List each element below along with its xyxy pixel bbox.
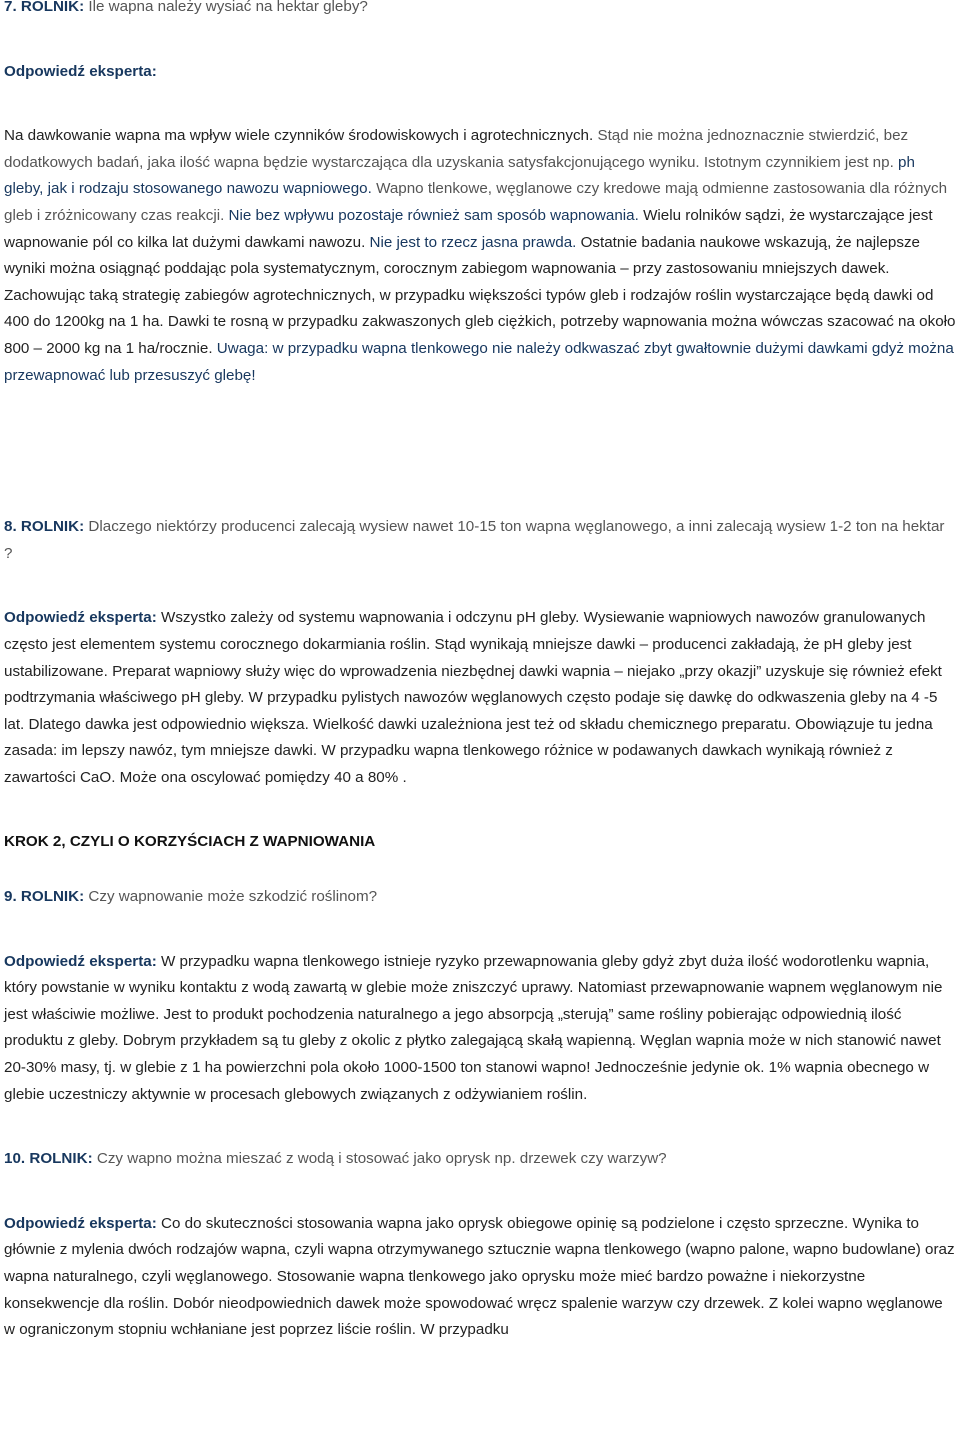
question-number: 8. [4, 518, 17, 536]
answer-sentence: Jest to produkt pochodzenia naturalnego a jego absorpcją „sterują” same rośliny pobierając odpowiednią ilość produktu z gleby. [4, 1005, 902, 1050]
answer-sentence: Wielkość dawki uzależniona jest też od składu chemicznego preparatu. [313, 715, 791, 733]
answer-sentence: Dobrym przykładem są tu gleby z okolic z płytko zalegającą skałą wapienną. [122, 1032, 637, 1050]
answer-sentence: Istotnym czynnikiem jest np. [703, 153, 894, 171]
answer-sentence: Wysiewanie wapniowych nawozów granulowanych często jest elementem systemu corocznego dokarmiania roślin. [4, 609, 926, 653]
expert-label: Odpowiedź eksperta: [4, 1214, 157, 1232]
answer-sentence: Stąd wynikają mniejsze dawki – producenci zakładają, że pH gleby jest ustabilizowane. [4, 635, 912, 680]
answer-sentence: Natomiast przewapnowanie wapnem węglanowym nie jest właściwie możliwe. [4, 979, 943, 1023]
answer-sentence: Dawki te rosną w przypadku zakwaszonych gleb ciężkich, potrzeby wapnowania można wówczas szacować na około 800 – 2000 kg na 1 ha/rocznie. [4, 313, 956, 357]
answer-sentence: W przypadku wapna tlenkowego istnieje ryzyko przewapnowania gleby gdyż zbyt duża ilość wodorotlenku wapnia, który powstanie w wyniku kontaktu z wodą zawartą w glebie może zniszczyć uprawy. [4, 952, 930, 997]
farmer-label: ROLNIK: [20, 518, 85, 536]
answer-sentence: Wynika to głównie z mylenia dwóch rodzajów wapna, czyli wapna otrzymywanego sztucznie wapna tlenkowego (wapno palone, wapno budowlane) oraz wapna naturalnego, czyli węglanowego. [4, 1214, 955, 1285]
answer-sentence: Stosowanie wapna tlenkowego jako oprysku może mieć bardzo poważne i niekorzystne konsekwencje dla roślin. [4, 1268, 866, 1312]
question-8 [4, 514, 956, 567]
answer-sentence: Jednocześnie jedynie ok. 1% wapnia obecnego w glebie uczestniczy aktywnie w procesach glebowych związanych z odżywianiem roślin. [4, 1059, 930, 1103]
question-text: Czy wapno można mieszać z wodą i stosować jako oprysk np. drzewek czy warzyw? [96, 1150, 667, 1168]
question-7 [4, 0, 956, 21]
answer-sentence: W przypadku [420, 1321, 509, 1339]
answer-sentence: Może ona oscylować pomiędzy 40 a 80% . [119, 768, 407, 786]
answer-sentence: Preparat wapniowy służy więc do wprowadzenia niezbędnej dawki wapnia – niejako „przy okazji” uzyskuje się również efekt podtrzymania właściwego pH gleby. [4, 662, 942, 707]
answer-sentence: Stąd nie można jednoznacznie stwierdzić, bez dodatkowych badań, jaka ilość wapna będzie wystarczająca dla uzyskania satysfakcjonującego wyniku. [4, 127, 909, 171]
document-page [4, 0, 956, 1344]
answer-sentence: ph gleby, jak i rodzaju stosowanego nawozu wapniowego. [4, 153, 915, 198]
farmer-label: ROLNIK: [29, 1150, 93, 1168]
expert-label: Odpowiedź eksperta: [4, 952, 157, 970]
answer-sentence: Obowiązuje tu jedna zasada: im lepszy nawóz, tym mniejsze dawki. [4, 715, 933, 760]
answer-8-paragraph [4, 605, 956, 791]
answer-sentence: Zachowując taką strategię zabiegów agrotechnicznych, w przypadku większości typów gleb i rodzajów roślin wystarczające będą dawki od 400 do 1200kg na 1 ha. [4, 286, 934, 331]
expert-label-text: Odpowiedź eksperta: [4, 62, 157, 80]
answer-sentence: Nie bez wpływu pozostaje również sam sposób wapnowania. [228, 206, 639, 224]
section-heading: KROK 2, CZYLI O KORZYŚCIACH Z WAPNIOWANIA [4, 833, 376, 851]
question-text: Ile wapna należy wysiać na hektar gleby? [88, 0, 368, 15]
answer-sentence: W przypadku pylistych nawozów węglanowych często podaje się dawkę do odkwaszenia gleby na 4 -5 lat. [4, 689, 938, 733]
farmer-label: ROLNIK: [20, 0, 85, 15]
answer-10-paragraph [4, 1211, 956, 1344]
answer-sentence: Nie jest to rzecz jasna prawda. [369, 233, 577, 251]
answer-sentence: Wapno tlenkowe, węglanowe czy kredowe mają odmienne zastosowania dla różnych gleb i zróżnicowany czas reakcji. [4, 180, 948, 224]
answer-9-paragraph [4, 949, 956, 1109]
expert-label [4, 59, 956, 86]
question-number: 10. [4, 1150, 26, 1168]
question-9 [4, 884, 956, 911]
expert-label: Odpowiedź eksperta: [4, 609, 157, 627]
answer-sentence: Wielu rolników sądzi, że wystarczające jest wapnowanie pól co kilka lat dużymi dawkami nawozu. [4, 206, 933, 251]
question-text: Dlaczego niektórzy producenci zalecają wysiew nawet 10-15 ton wapna węglanowego, a inni zalecają wysiew 1-2 ton na hektar ? [4, 518, 945, 562]
answer-sentence: Co do skuteczności stosowania wapna jako oprysk obiegowe opinię są podzielone i często sprzeczne. [161, 1214, 849, 1232]
answer-sentence: Węglan wapnia może w nich stanowić nawet 20-30% masy, tj. w glebie z 1 ha powierzchni pola około 1000-1500 ton stanowi wapno! [4, 1032, 941, 1077]
answer-sentence: Z kolei wapno węglanowe w ograniczonym stopniu wchłaniane jest poprzez liście roślin. [4, 1294, 943, 1339]
answer-7-paragraph [4, 123, 956, 389]
answer-sentence: Wszystko zależy od systemu wapnowania i odczynu pH gleby. [161, 609, 580, 627]
answer-sentence: Dobór nieodpowiednich dawek może spowodować wręcz spalenie warzyw czy drzewek. [172, 1294, 765, 1312]
answer-sentence: Na dawkowanie wapna ma wpływ wiele czynników środowiskowych i agrotechnicznych. [4, 127, 594, 145]
answer-sentence: Dlatego dawka jest odpowiednio większa. [28, 715, 309, 733]
answer-sentence: Uwaga: w przypadku wapna tlenkowego nie należy odkwaszać zbyt gwałtownie dużymi dawkami gdyż można przewapnować lub przesuszyć glebę! [4, 339, 954, 384]
question-10 [4, 1146, 956, 1173]
question-number: 7. [4, 0, 17, 15]
farmer-label: ROLNIK: [20, 888, 85, 906]
answer-sentence: Ostatnie badania naukowe wskazują, że najlepsze wyniki można osiągnąć poddając pola systematycznym, corocznym zabiegom wapnowania – przy zastosowaniu mniejszych dawek. [4, 233, 920, 278]
question-text: Czy wapnowanie może szkodzić roślinom? [88, 888, 378, 906]
answer-sentence: W przypadku wapna tlenkowego różnice w podawanych dawkach wynikają również z zawartości CaO. [4, 742, 893, 786]
question-number: 9. [4, 888, 17, 906]
